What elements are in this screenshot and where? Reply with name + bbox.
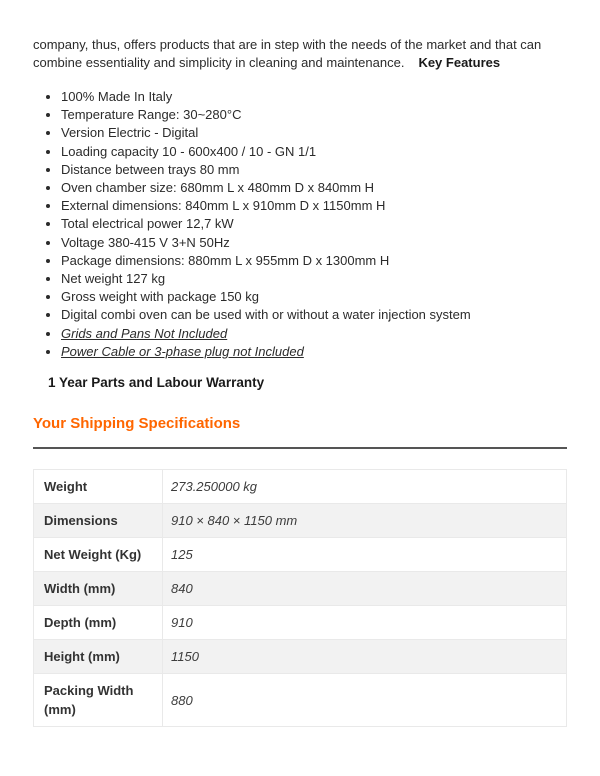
feature-item: • External dimensions: 840mm L x 910mm D x 1150mm H: [61, 197, 567, 215]
key-features-heading: Key Features: [418, 55, 501, 70]
spec-label: Dimensions: [34, 504, 163, 538]
feature-item: • Distance between trays 80 mm: [61, 161, 567, 179]
spec-value: 273.250000 kg: [163, 470, 567, 504]
feature-item: • Digital combi oven can be used with or without a water injection system: [61, 306, 567, 324]
feature-item: • Temperature Range: 30~280°C: [61, 106, 567, 124]
table-row-net-weight: [34, 538, 567, 572]
spec-label: Width (mm): [34, 572, 163, 606]
section-divider: [33, 447, 567, 449]
spec-value: 840: [163, 572, 567, 606]
intro-text: company, thus, offers products that are in step with the needs of the market and that can combine essentiality and simplicity in cleaning and maintenance.: [33, 37, 542, 70]
feature-item: • Gross weight with package 150 kg: [61, 288, 567, 306]
shipping-specifications-heading: Your Shipping Specifications: [33, 415, 241, 433]
table-row-width: [34, 572, 567, 606]
spec-label: Net Weight (Kg): [34, 538, 163, 572]
feature-item: • Loading capacity 10 - 600x400 / 10 - GN 1/1: [61, 143, 567, 161]
spec-label: Packing Width (mm): [34, 674, 163, 727]
feature-item: • Package dimensions: 880mm L x 955mm D x 1300mm H: [61, 252, 567, 270]
spec-value: 880: [163, 674, 567, 727]
shipping-specs-table: [33, 469, 567, 727]
intro-paragraph: [33, 36, 567, 72]
feature-item-not-included: • Power Cable or 3-phase plug not Included: [61, 343, 567, 361]
feature-list: [33, 88, 567, 361]
table-row-depth: [34, 606, 567, 640]
spec-label: Height (mm): [34, 640, 163, 674]
feature-item: • Total electrical power 12,7 kW: [61, 215, 567, 233]
spec-value: 125: [163, 538, 567, 572]
spec-value: 1150: [163, 640, 567, 674]
feature-item: • Oven chamber size: 680mm L x 480mm D x 840mm H: [61, 179, 567, 197]
feature-item-not-included: • Grids and Pans Not Included: [61, 325, 567, 343]
feature-item: • 100% Made In Italy: [61, 88, 567, 106]
table-row-dimensions: [34, 504, 567, 538]
spec-value: 910 × 840 × 1150 mm: [163, 504, 567, 538]
feature-item: • Version Electric - Digital: [61, 124, 567, 142]
spec-value: 910: [163, 606, 567, 640]
table-row-packing-width: [34, 674, 567, 727]
spec-label: Depth (mm): [34, 606, 163, 640]
table-row-weight: [34, 470, 567, 504]
spec-label: Weight: [34, 470, 163, 504]
table-row-height: [34, 640, 567, 674]
feature-item: • Net weight 127 kg: [61, 270, 567, 288]
warranty-note: 1 Year Parts and Labour Warranty: [48, 375, 265, 391]
feature-item: • Voltage 380-415 V 3+N 50Hz: [61, 234, 567, 252]
